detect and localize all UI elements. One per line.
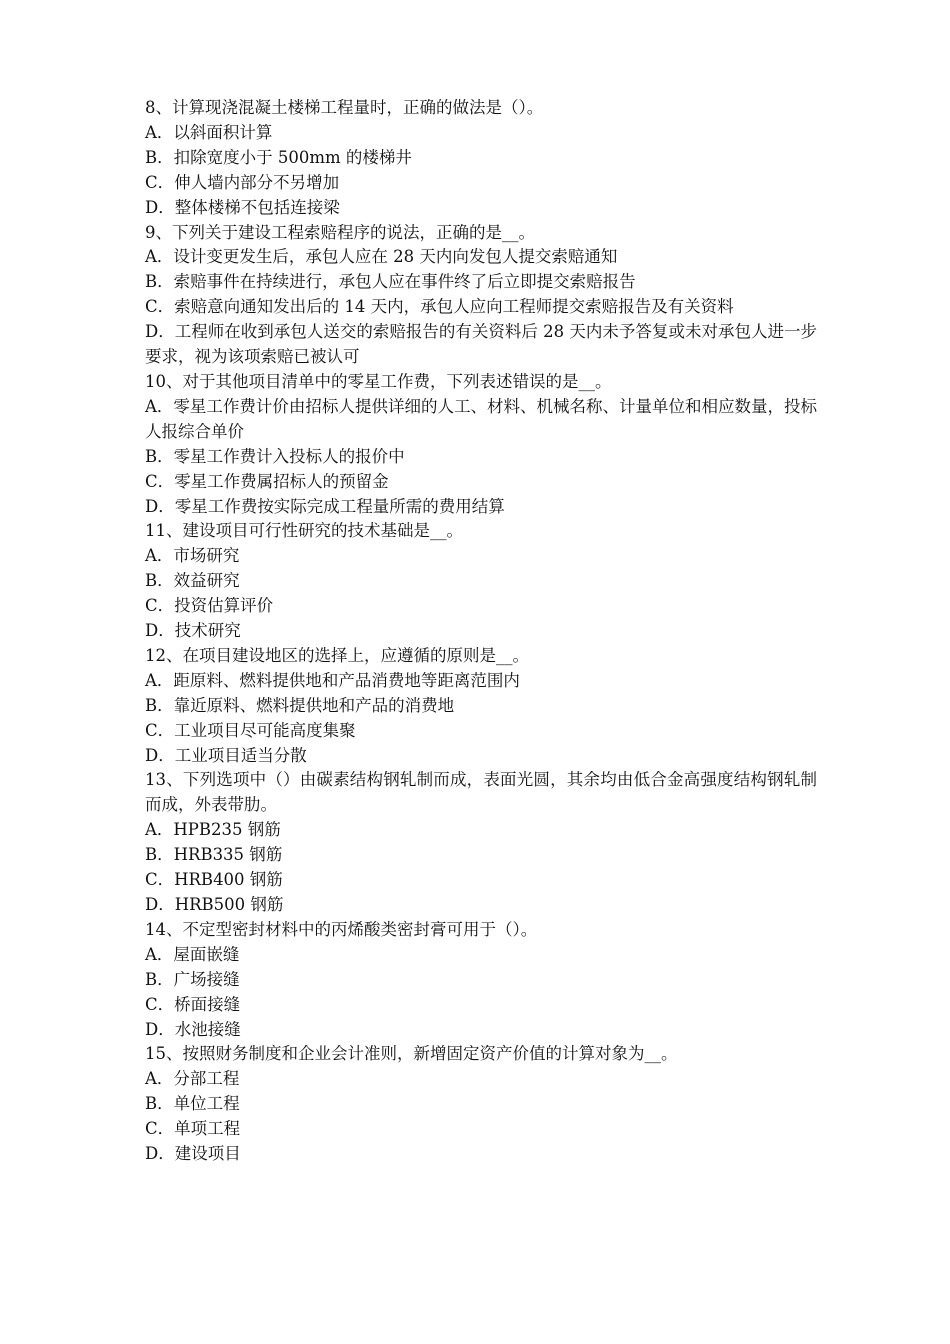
- question-stem: 14、不定型密封材料中的丙烯酸类密封膏可用于（）。: [145, 919, 538, 939]
- option-c: C．单项工程: [145, 1119, 241, 1139]
- option-d: D．工业项目适当分散: [145, 745, 307, 765]
- option-c: C．工业项目尽可能高度集聚: [145, 720, 356, 740]
- option-b: B．广场接缝: [145, 969, 240, 989]
- option-d: D．HRB500 钢筋: [145, 895, 284, 914]
- option-a: A．距原料、燃料提供地和产品消费地等距离范围内: [145, 670, 520, 690]
- option-b: B．单位工程: [145, 1094, 240, 1114]
- question-12: [145, 644, 817, 769]
- option-b: B．零星工作费计入投标人的报价中: [145, 446, 405, 466]
- option-c: C．HRB400 钢筋: [145, 870, 283, 890]
- option-b: B．HRB335 钢筋: [145, 845, 283, 865]
- option-a: A．分部工程: [145, 1069, 240, 1089]
- option-b: B．扣除宽度小于 500mm 的楼梯井: [145, 147, 412, 167]
- question-15: [145, 1042, 817, 1167]
- option-b: B．效益研究: [145, 571, 240, 591]
- option-c: C．桥面接缝: [145, 994, 241, 1014]
- question-stem: 10、对于其他项目清单中的零星工作费，下列表述错误的是__。: [145, 371, 612, 391]
- question-11: [145, 519, 817, 644]
- question-9: [145, 221, 817, 370]
- option-a: A．零星工作费计价由招标人提供详细的人工、材料、机械名称、计量单位和相应数量，投标人报综合单价: [145, 396, 817, 441]
- option-a: A．屋面嵌缝: [145, 944, 240, 964]
- question-stem: 15、按照财务制度和企业会计准则，新增固定资产价值的计算对象为__。: [145, 1044, 678, 1064]
- question-14: [145, 918, 817, 1043]
- option-d: D．整体楼梯不包括连接梁: [145, 197, 340, 217]
- option-d: D．建设项目: [145, 1144, 241, 1164]
- question-list: [145, 96, 817, 1167]
- option-d: D．零星工作费按实际完成工程量所需的费用结算: [145, 496, 505, 516]
- option-d: D．技术研究: [145, 621, 241, 641]
- question-8: [145, 96, 817, 221]
- option-d: D．水池接缝: [145, 1019, 241, 1039]
- question-stem: 9、下列关于建设工程索赔程序的说法，正确的是__。: [145, 222, 535, 242]
- question-stem: 12、在项目建设地区的选择上，应遵循的原则是__。: [145, 645, 529, 665]
- option-c: C．零星工作费属招标人的预留金: [145, 471, 389, 491]
- question-10: [145, 370, 817, 519]
- option-d: D．工程师在收到承包人送交的索赔报告的有关资料后 28 天内未予答复或未对承包人进一步要求，视为该项索赔已被认可: [145, 322, 817, 367]
- option-b: B．索赔事件在持续进行，承包人应在事件终了后立即提交索赔报告: [145, 272, 636, 292]
- option-c: C．伸人墙内部分不另增加: [145, 172, 340, 192]
- question-stem: 8、计算现浇混凝土楼梯工程量时，正确的做法是（）。: [145, 98, 544, 117]
- question-stem: 13、下列选项中（）由碳素结构钢轧制而成，表面光圆，其余均由低合金高强度结构钢轧制而成，外表带肋。: [145, 770, 817, 815]
- option-a: A．HPB235 钢筋: [145, 820, 281, 840]
- option-c: C．投资估算评价: [145, 596, 274, 616]
- option-b: B．靠近原料、燃料提供地和产品的消费地: [145, 695, 455, 715]
- option-a: A．以斜面积计算: [145, 122, 273, 142]
- option-c: C．索赔意向通知发出后的 14 天内，承包人应向工程师提交索赔报告及有关资料: [145, 297, 734, 317]
- question-13: [145, 768, 817, 917]
- question-stem: 11、建设项目可行性研究的技术基础是__。: [145, 521, 463, 541]
- option-a: A．市场研究: [145, 546, 240, 566]
- option-a: A．设计变更发生后，承包人应在 28 天内向发包人提交索赔通知: [145, 247, 618, 267]
